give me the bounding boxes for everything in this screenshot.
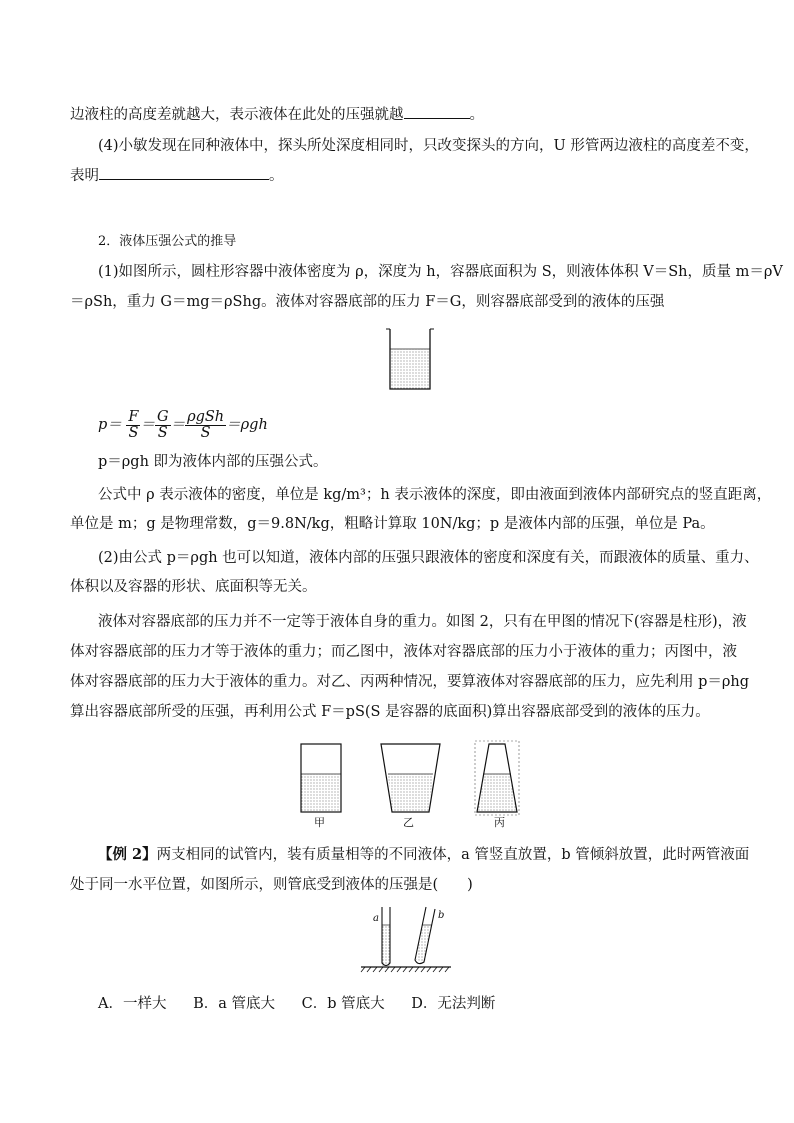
paragraph-text: 两支相同的试管内，装有质量相等的不同液体，a 管竖直放置，b 管倾斜放置，此时两管液面 (156, 847, 750, 863)
formula-part: ＝ρgh (226, 417, 268, 433)
formula-part: ＝ (170, 417, 186, 433)
punct: 。 (469, 107, 484, 123)
answer-blank[interactable] (99, 165, 269, 180)
cylinder-container-figure (385, 327, 435, 393)
numerator: G (156, 408, 169, 425)
denominator: S (128, 424, 139, 441)
paragraph-text: ＝ρSh，重力 G＝mg＝ρShg。液体对容器底部的压力 F＝G，则容器底部受到的液体的压强 (70, 294, 665, 310)
text-line (70, 165, 284, 186)
text-line (98, 136, 759, 156)
fraction (185, 410, 226, 441)
tube-label-b: b (438, 910, 445, 921)
denominator: S (200, 424, 211, 441)
figure-label-jia: 甲 (314, 816, 325, 829)
answer-options (98, 994, 517, 1014)
option-d[interactable]: D．无法判断 (411, 996, 496, 1012)
container-shapes-figure (295, 740, 525, 820)
paragraph-text: (1)如图所示，圆柱形容器中液体密度为 ρ，深度为 h，容器底面积为 S，则液体体积 V＝Sh，质量 m＝ρV (98, 264, 783, 280)
text-line (70, 104, 484, 125)
paragraph-text: 液体对容器底部的压力并不一定等于液体自身的重力。如图 2，只有在甲图的情况下(容器是柱形)，液 (98, 614, 747, 630)
example-line (98, 845, 749, 865)
paragraph-text: (4)小敏发现在同种液体中，探头所处深度相同时，只改变探头的方向，U 形管两边液柱的高度差不变， (98, 138, 759, 154)
figure-label-bing: 丙 (494, 816, 505, 829)
fraction (126, 410, 140, 441)
numerator: F (128, 408, 139, 425)
option-b[interactable]: B．a 管底大 (193, 996, 276, 1012)
formula-part: p＝ (98, 417, 122, 433)
paragraph-text: (2)由公式 p＝ρgh 也可以知道，液体内部的压强只跟液体的密度和深度有关，而跟液体的质量、重力、 (98, 550, 759, 566)
paragraph-text: 算出容器底部所受的压强，再利用公式 F＝pS(S 是容器的底面积)算出容器底部受到的液体的压力。 (70, 704, 710, 720)
numerator: ρgSh (187, 408, 225, 425)
section-title: 2．液体压强公式的推导 (98, 234, 237, 249)
paragraph-text: 体对容器底部的压力大于液体的重力。对乙、丙两种情况，要算液体对容器底部的压力，应先利用 p＝ρhg (70, 674, 750, 690)
tube-label-a: a (373, 913, 379, 924)
denominator: S (157, 424, 168, 441)
paragraph-text: 体对容器底部的压力才等于液体的重力；而乙图中，液体对容器底部的压力小于液体的重力；丙图中，液 (70, 644, 737, 660)
formula-note: p＝ρgh 即为液体内部的压强公式。 (98, 454, 328, 470)
punct: 。 (269, 168, 284, 184)
paragraph-text: 表明 (70, 168, 99, 184)
figure-label-yi: 乙 (403, 816, 414, 829)
paragraph-text: 单位是 m；g 是物理常数，g＝9.8N/kg，粗略计算取 10N/kg；p 是液体内部的压强，单位是 Pa。 (70, 516, 715, 532)
formula-part: ＝ (140, 417, 155, 433)
paragraph-text: 边液柱的高度差就越大，表示液体在此处的压强就越 (70, 107, 404, 123)
example-tag: 【例 2】 (98, 846, 157, 863)
paragraph-text: 处于同一水平位置，如图所示，则管底受到液体的压强是( ) (70, 877, 473, 893)
answer-blank[interactable] (404, 104, 470, 119)
pressure-formula (98, 407, 268, 443)
paragraph-text: 体积以及容器的形状、底面积等无关。 (70, 579, 317, 595)
option-c[interactable]: C．b 管底大 (301, 996, 385, 1012)
option-a[interactable]: A．一样大 (98, 996, 167, 1012)
paragraph-text: 公式中 ρ 表示液体的密度，单位是 kg/m³；h 表示液体的深度，即由液面到液体内部研究点的竖直距离， (98, 487, 772, 503)
fraction (155, 410, 171, 441)
